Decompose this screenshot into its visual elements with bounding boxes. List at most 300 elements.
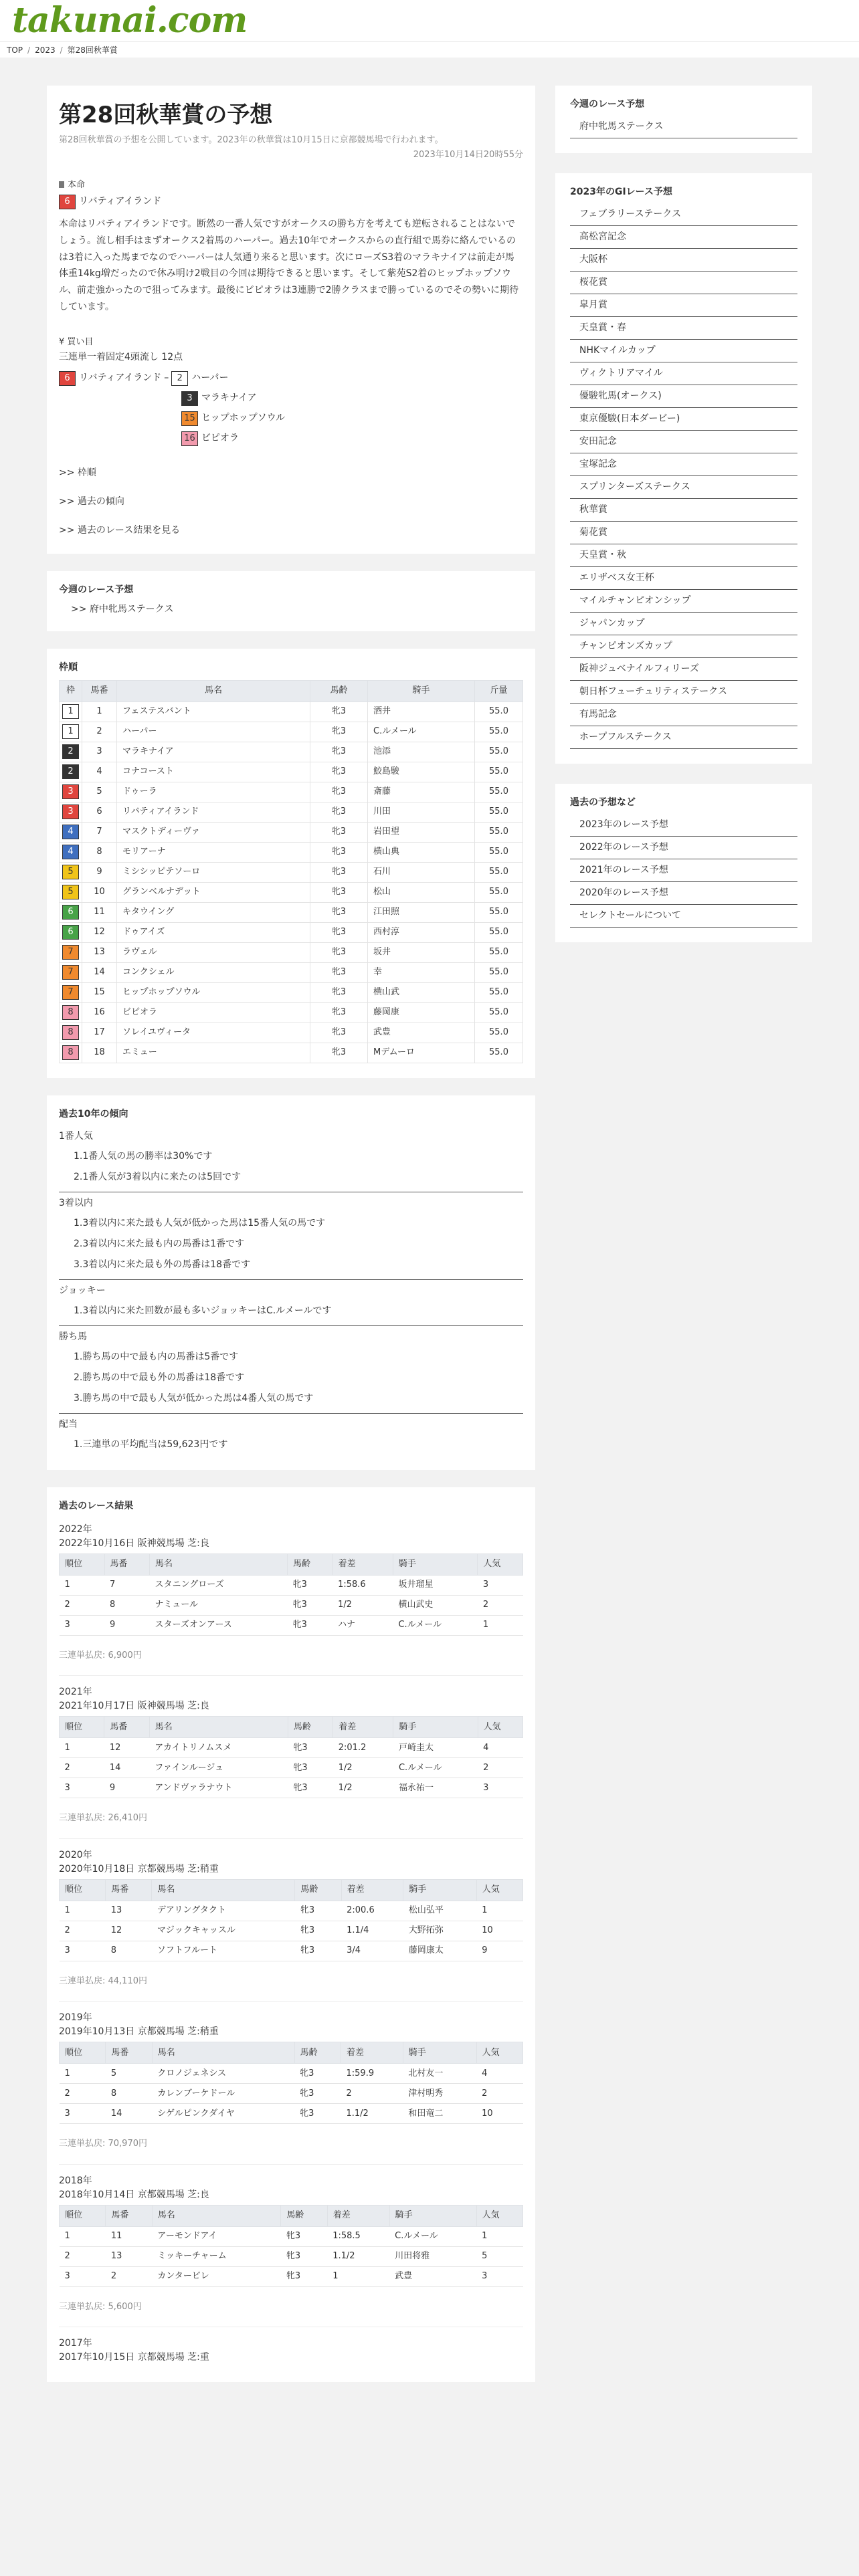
waku-cell — [60, 1043, 82, 1063]
waku-cell — [60, 922, 82, 942]
sidebar-link[interactable]: 2021年のレース予想 — [570, 859, 797, 882]
result-cell: ナミュール — [150, 1595, 288, 1615]
horse-number-cell: 5 — [82, 782, 117, 802]
horse-name-cell: リバティアイランド — [117, 802, 310, 822]
wakujun-card — [47, 649, 535, 1078]
trend-category — [59, 1415, 523, 1455]
result-cell: 2 — [60, 2246, 106, 2266]
weight-cell: 55.0 — [475, 942, 523, 962]
result-cell: 1.1/4 — [341, 1921, 403, 1941]
column-header: 人気 — [476, 2042, 522, 2064]
waku-cell — [60, 902, 82, 922]
result-cell: 和田竜二 — [403, 2104, 476, 2124]
race-info: 2017年10月15日 京都競馬場 芝:重 — [59, 2352, 209, 2363]
result-cell: 武豊 — [389, 2266, 476, 2286]
waku-badge: 2 — [62, 744, 79, 759]
table-row — [60, 1043, 523, 1063]
result-cell: 牝3 — [288, 1595, 333, 1615]
table-row — [60, 782, 523, 802]
sidebar-link[interactable]: 2023年のレース予想 — [570, 814, 797, 837]
sidebar-link[interactable]: スプリンターズステークス — [570, 476, 797, 499]
result-cell: 1 — [478, 1615, 523, 1635]
table-row — [60, 2084, 523, 2104]
column-header: 馬番 — [106, 2042, 152, 2064]
table-row — [60, 1758, 523, 1778]
result-cell: 5 — [106, 2064, 152, 2084]
breadcrumb-top[interactable]: TOP — [7, 45, 23, 55]
waku-badge: 2 — [62, 764, 79, 779]
trend-category — [59, 1127, 523, 1192]
horse-name-cell: ソレイユヴィータ — [117, 1023, 310, 1043]
jockey-cell: 横山典 — [368, 842, 475, 862]
sidebar-link[interactable]: 皐月賞 — [570, 294, 797, 317]
trend-item: 1.三連単の平均配当は59,623円です — [74, 1438, 228, 1450]
result-cell: 2 — [341, 2084, 403, 2104]
result-cell: 13 — [106, 2246, 152, 2266]
weight-cell: 55.0 — [475, 702, 523, 722]
results-card — [47, 1487, 535, 2383]
horse-age-cell: 牝3 — [310, 782, 368, 802]
waku-badge: 6 — [62, 925, 79, 940]
weight-cell: 55.0 — [475, 742, 523, 762]
result-cell: 14 — [106, 2104, 152, 2124]
result-cell: 1 — [476, 2226, 522, 2246]
table-row — [60, 1595, 523, 1615]
horse-number-cell: 1 — [82, 702, 117, 722]
column-header: 順位 — [60, 1553, 105, 1575]
horse-name-cell: エミュー — [117, 1043, 310, 1063]
jockey-cell: 松山 — [368, 882, 475, 902]
result-cell: カレンブーケドール — [152, 2084, 294, 2104]
waku-cell — [60, 802, 82, 822]
kaime-type: 三連単一着固定4頭流し 12点 — [59, 351, 183, 362]
horse-number-cell: 13 — [82, 942, 117, 962]
result-cell: 10 — [476, 1921, 522, 1941]
horse-name-cell: ドゥーラ — [117, 782, 310, 802]
waku-badge: 6 — [62, 905, 79, 920]
result-table — [59, 1553, 523, 1636]
column-header: 人気 — [478, 1717, 522, 1738]
column-header: 馬齢 — [288, 1717, 332, 1738]
result-cell: 1/2 — [333, 1778, 393, 1798]
main-column — [47, 86, 535, 2399]
result-cell: 1 — [476, 1901, 522, 1921]
kaime-horse-name: ヒップホップソウル — [201, 413, 286, 424]
waku-badge: 7 — [62, 985, 79, 1000]
result-cell: 牝3 — [288, 1615, 333, 1635]
horse-age-cell: 牝3 — [310, 822, 368, 842]
jockey-cell: 幸 — [368, 962, 475, 982]
horse-age-cell: 牝3 — [310, 882, 368, 902]
result-cell: ミッキーチャーム — [152, 2246, 281, 2266]
waku-cell — [60, 842, 82, 862]
horse-number-cell: 11 — [82, 902, 117, 922]
result-table — [59, 2205, 523, 2287]
result-cell: 7 — [104, 1575, 150, 1595]
horse-number-cell: 15 — [82, 982, 117, 1002]
breadcrumb-separator: / — [60, 45, 63, 55]
trend-item: 1.1番人気の馬の勝率は30%です — [74, 1150, 213, 1162]
waku-badge: 5 — [62, 885, 79, 899]
table-row — [60, 942, 523, 962]
sidebar-link[interactable]: 菊花賞 — [570, 522, 797, 544]
column-header: 人気 — [476, 2205, 522, 2226]
table-row — [60, 1575, 523, 1595]
horse-name-cell: ドゥアイズ — [117, 922, 310, 942]
column-header: 馬番 — [82, 680, 117, 702]
horse-age-cell: 牝3 — [310, 842, 368, 862]
trends-title: 過去10年の傾向 — [59, 1108, 128, 1119]
payout: 三連単払戻: 44,110円 — [59, 1975, 523, 2002]
race-info: 2020年10月18日 京都競馬場 芝:稍重 — [59, 1863, 219, 1874]
honmei-horse — [59, 195, 523, 209]
sidebar-link[interactable]: セレクトセールについて — [570, 905, 797, 928]
this-week-card — [47, 571, 535, 631]
horse-number-cell: 2 — [82, 722, 117, 742]
column-header: 順位 — [60, 2042, 106, 2064]
result-cell: ハナ — [332, 1615, 393, 1635]
sidebar-link[interactable]: 2020年のレース予想 — [570, 882, 797, 905]
weight-cell: 55.0 — [475, 1002, 523, 1023]
honmei-text: 本命はリバティアイランドです。断然の一番人気ですがオークスの勝ち方を考えても逆転されることはないでしょう。流し相手はまずオークス2着馬のハーパー。過去10年でオークスからの直行組で馬券に絡んでいるのは3着に入った馬までなのでハーパーは人気通り来ると思います。次にローズS3着のマラキナイアは前走が馬体重14kg増だったので休み明け2戦目の今回は期待できると思います。そして紫苑S2着のヒップホップソウル、前走強かったので狙ってみます。最後にビピオラは3連勝で2勝クラスまで勝っているのでその勢いに期待しています。 — [59, 218, 519, 313]
result-cell: 1:59.9 — [341, 2064, 403, 2084]
result-cell: 牝3 — [294, 2104, 341, 2124]
result-cell: スタニングローズ — [150, 1575, 288, 1595]
flow-connector: – — [164, 372, 169, 384]
column-header: 着差 — [333, 1717, 393, 1738]
result-cell: ソフトフルート — [152, 1941, 295, 1961]
result-cell: 松山弘平 — [403, 1901, 476, 1921]
result-cell: 津村明秀 — [403, 2084, 476, 2104]
waku-cell — [60, 782, 82, 802]
sidebar-link[interactable]: マイルチャンピオンシップ — [570, 590, 797, 613]
horse-name-cell: キタウイング — [117, 902, 310, 922]
sidebar-link[interactable]: チャンピオンズカップ — [570, 635, 797, 658]
jockey-cell: Mデムーロ — [368, 1043, 475, 1063]
result-cell: 1.1/2 — [327, 2246, 389, 2266]
result-cell: 牝3 — [288, 1778, 332, 1798]
jockey-cell: 西村淳 — [368, 922, 475, 942]
trend-category-name: ジョッキー — [59, 1285, 106, 1296]
breadcrumb-separator: / — [27, 45, 31, 55]
result-cell: 4 — [478, 1738, 522, 1758]
column-header: 馬名 — [152, 2205, 281, 2226]
jockey-cell: 藤岡康 — [368, 1002, 475, 1023]
horse-number-cell: 4 — [82, 762, 117, 782]
result-year: 2021年 — [59, 1687, 92, 1698]
sidebar-link[interactable]: ヴィクトリアマイル — [570, 362, 797, 385]
kaime-row — [59, 368, 523, 389]
result-cell: 5 — [476, 2246, 522, 2266]
jockey-cell: 江田照 — [368, 902, 475, 922]
result-cell: 1:58.5 — [327, 2226, 389, 2246]
horse-number-cell: 6 — [82, 802, 117, 822]
sidebar-link[interactable]: 有馬記念 — [570, 704, 797, 726]
sidebar-link[interactable]: NHKマイルカップ — [570, 340, 797, 362]
weight-cell: 55.0 — [475, 822, 523, 842]
horse-number-cell: 14 — [82, 962, 117, 982]
kaime-row — [59, 409, 523, 429]
column-header: 順位 — [60, 2205, 106, 2226]
result-cell: 2 — [106, 2266, 152, 2286]
trend-item: 3.3着以内に来た最も外の馬番は18番です — [74, 1259, 251, 1270]
link-past-results[interactable]: >> 過去のレース結果を見る — [59, 524, 181, 536]
horse-number-badge: 6 — [59, 195, 76, 209]
table-row — [60, 982, 523, 1002]
column-header: 騎手 — [389, 2205, 476, 2226]
sidebar-link[interactable]: フェブラリーステークス — [570, 203, 797, 226]
sidebar-link[interactable]: 優駿牝馬(オークス) — [570, 385, 797, 408]
waku-badge: 3 — [62, 804, 79, 819]
horse-number-cell: 17 — [82, 1023, 117, 1043]
sidebar-link[interactable]: 天皇賞・春 — [570, 317, 797, 340]
result-cell: 大野拓弥 — [403, 1921, 476, 1941]
sidebar-link[interactable]: 宝塚記念 — [570, 453, 797, 476]
honmei-label: 本命 — [59, 179, 523, 192]
waku-cell — [60, 862, 82, 882]
kaime-row — [59, 389, 523, 409]
result-table — [59, 1879, 523, 1961]
race-info: 2018年10月14日 京都競馬場 芝:良 — [59, 2189, 209, 2200]
result-cell: 3 — [476, 2266, 522, 2286]
waku-badge: 1 — [62, 724, 79, 739]
trend-category-name: 配当 — [59, 1418, 78, 1430]
weight-cell: 55.0 — [475, 882, 523, 902]
horse-age-cell: 牝3 — [310, 722, 368, 742]
breadcrumb-year[interactable]: 2023 — [35, 45, 56, 55]
result-cell: 藤岡康太 — [403, 1941, 476, 1961]
sidebar-link[interactable]: 高松宮記念 — [570, 226, 797, 249]
table-row — [60, 1778, 523, 1798]
table-row — [60, 1615, 523, 1635]
waku-cell — [60, 942, 82, 962]
trends-card — [47, 1095, 535, 1470]
horse-name-cell: コンクシェル — [117, 962, 310, 982]
waku-cell — [60, 822, 82, 842]
race-info: 2019年10月13日 京都競馬場 芝:稍重 — [59, 2026, 219, 2038]
result-cell: 8 — [106, 1941, 152, 1961]
horse-name-cell: グランベルナデット — [117, 882, 310, 902]
sidebar-link[interactable]: 秋華賞 — [570, 499, 797, 522]
kaime-horse-name: マラキナイア — [201, 393, 257, 404]
horse-name-cell: ハーパー — [117, 722, 310, 742]
result-cell: 牝3 — [295, 1921, 341, 1941]
result-cell: 3 — [60, 1941, 106, 1961]
link-trends[interactable]: >> 過去の傾向 — [59, 496, 124, 507]
page-title: 第28回秋華賞の予想 — [59, 102, 273, 128]
trend-item: 1.勝ち馬の中で最も内の馬番は5番です — [74, 1351, 239, 1362]
result-cell: 2 — [476, 2084, 522, 2104]
table-row — [60, 862, 523, 882]
kaime-first-name: リバティアイランド — [79, 372, 162, 384]
weight-cell: 55.0 — [475, 1043, 523, 1063]
result-cell: 牝3 — [295, 1901, 341, 1921]
horse-name-cell: ビピオラ — [117, 1002, 310, 1023]
column-header: 馬名 — [149, 1717, 288, 1738]
payout: 三連単払戻: 6,900円 — [59, 1649, 523, 1677]
jockey-cell: 岩田望 — [368, 822, 475, 842]
column-header: 騎手 — [403, 2042, 476, 2064]
sidebar-link[interactable]: ジャパンカップ — [570, 613, 797, 635]
table-row — [60, 1901, 523, 1921]
result-cell: 1.1/2 — [341, 2104, 403, 2124]
table-row — [60, 822, 523, 842]
trend-category — [59, 1194, 523, 1280]
result-cell: 2 — [60, 2084, 106, 2104]
table-row — [60, 2064, 523, 2084]
sidebar-link[interactable]: 東京優駿(日本ダービー) — [570, 408, 797, 431]
table-row — [60, 762, 523, 782]
result-cell: クロノジェネシス — [152, 2064, 294, 2084]
waku-cell — [60, 1002, 82, 1023]
waku-cell — [60, 722, 82, 742]
horse-number-cell: 9 — [82, 862, 117, 882]
result-cell: 1 — [327, 2266, 389, 2286]
table-row — [60, 962, 523, 982]
horse-age-cell: 牝3 — [310, 1002, 368, 1023]
horse-number-cell: 16 — [82, 1002, 117, 1023]
payout: 三連単払戻: 26,410円 — [59, 1812, 523, 1839]
column-header: 馬番 — [104, 1553, 150, 1575]
result-cell: 2 — [478, 1595, 523, 1615]
this-week-link[interactable]: >> 府中牝馬ステークス — [71, 603, 174, 615]
weight-cell: 55.0 — [475, 922, 523, 942]
result-cell: 8 — [106, 2084, 152, 2104]
result-cell: 12 — [106, 1921, 152, 1941]
sidebar-link[interactable]: 阪神ジュベナイルフィリーズ — [570, 658, 797, 681]
waku-badge: 8 — [62, 1005, 79, 1020]
table-row — [60, 1738, 523, 1758]
result-cell: 牝3 — [288, 1738, 332, 1758]
result-cell: 9 — [476, 1941, 522, 1961]
result-cell: 1/2 — [333, 1758, 393, 1778]
breadcrumb-current: 第28回秋華賞 — [67, 45, 118, 55]
site-logo[interactable]: takunai.com — [12, 0, 248, 41]
waku-badge: 3 — [62, 784, 79, 799]
column-header: 馬番 — [106, 1879, 152, 1901]
horse-age-cell: 牝3 — [310, 942, 368, 962]
column-header: 騎手 — [368, 680, 475, 702]
result-cell: 2:00.6 — [341, 1901, 403, 1921]
result-cell: 牝3 — [294, 2084, 341, 2104]
jockey-cell: 横山武 — [368, 982, 475, 1002]
result-cell: 福永祐一 — [393, 1778, 478, 1798]
column-header: 馬名 — [152, 2042, 294, 2064]
column-header: 馬名 — [150, 1553, 288, 1575]
waku-badge: 4 — [62, 825, 79, 839]
waku-badge: 8 — [62, 1025, 79, 1040]
kaime-horse-name: ハーパー — [191, 372, 229, 384]
sidebar-link[interactable]: ホープフルステークス — [570, 726, 797, 749]
column-header: 馬番 — [104, 1717, 149, 1738]
result-year: 2018年 — [59, 2175, 92, 2186]
kaime-horse-name: ビピオラ — [201, 433, 239, 444]
weight-cell: 55.0 — [475, 962, 523, 982]
side-past — [555, 784, 812, 942]
result-cell: 1:58.6 — [332, 1575, 393, 1595]
money-icon: ¥ — [59, 337, 68, 348]
result-cell: 2 — [478, 1758, 522, 1778]
result-cell: 2 — [60, 1595, 105, 1615]
result-cell: 9 — [104, 1778, 149, 1798]
sidebar-link[interactable]: 安田記念 — [570, 431, 797, 453]
horse-number-cell: 18 — [82, 1043, 117, 1063]
weight-cell: 55.0 — [475, 762, 523, 782]
horse-age-cell: 牝3 — [310, 902, 368, 922]
column-header: 斤量 — [475, 680, 523, 702]
sidebar-link[interactable]: 天皇賞・秋 — [570, 544, 797, 567]
table-row — [60, 842, 523, 862]
result-cell: 11 — [106, 2226, 152, 2246]
column-header: 馬齢 — [295, 1879, 341, 1901]
table-row — [60, 1921, 523, 1941]
trend-item: 2.1番人気が3着以内に来たのは5回です — [74, 1171, 242, 1182]
column-header: 着差 — [332, 1553, 393, 1575]
prediction-card — [47, 86, 535, 554]
result-cell: C.ルメール — [393, 1615, 477, 1635]
column-header: 馬齢 — [294, 2042, 341, 2064]
trend-item: 1.3着以内に来た最も人気が低かった馬は15番人気の馬です — [74, 1217, 326, 1228]
result-cell: 4 — [476, 2064, 522, 2084]
sidebar-link[interactable]: 大阪杯 — [570, 249, 797, 272]
link-wakujun[interactable]: >> 枠順 — [59, 467, 96, 478]
jockey-cell: 川田 — [368, 802, 475, 822]
result-cell: C.ルメール — [389, 2226, 476, 2246]
trend-category-name: 勝ち馬 — [59, 1331, 87, 1342]
sidebar-link[interactable]: 朝日杯フューチュリティステークス — [570, 681, 797, 704]
result-cell: 戸崎圭太 — [393, 1738, 478, 1758]
result-cell: 13 — [106, 1901, 152, 1921]
horse-name-cell: モリアーナ — [117, 842, 310, 862]
waku-cell — [60, 882, 82, 902]
result-cell: 牝3 — [281, 2266, 327, 2286]
sidebar-link[interactable]: エリザベス女王杯 — [570, 567, 797, 590]
horse-age-cell: 牝3 — [310, 802, 368, 822]
column-header: 馬名 — [117, 680, 310, 702]
result-year: 2017年 — [59, 2338, 92, 2349]
result-cell: 1 — [60, 2226, 106, 2246]
sidebar-link[interactable]: 2022年のレース予想 — [570, 837, 797, 859]
column-header: 馬齢 — [288, 1553, 333, 1575]
result-year: 2020年 — [59, 1849, 92, 1860]
waku-cell — [60, 962, 82, 982]
table-row — [60, 702, 523, 722]
results-title: 過去のレース結果 — [59, 1500, 134, 1511]
waku-badge: 1 — [62, 704, 79, 719]
table-row — [60, 722, 523, 742]
result-cell: 牝3 — [294, 2064, 341, 2084]
horse-age-cell: 牝3 — [310, 862, 368, 882]
this-week-title: 今週のレース予想 — [59, 584, 134, 595]
horse-age-cell: 牝3 — [310, 762, 368, 782]
race-info: 2022年10月16日 阪神競馬場 芝:良 — [59, 1537, 209, 1549]
sidebar-link[interactable]: 府中牝馬ステークス — [570, 116, 797, 138]
column-header: 馬齢 — [310, 680, 368, 702]
waku-badge: 4 — [62, 845, 79, 859]
sidebar-link[interactable]: 桜花賞 — [570, 272, 797, 294]
column-header: 順位 — [60, 1879, 106, 1901]
column-header: 着差 — [327, 2205, 389, 2226]
result-cell: 1/2 — [332, 1595, 393, 1615]
trend-category-name: 1番人気 — [59, 1130, 93, 1142]
result-cell: 1 — [60, 1738, 104, 1758]
jockey-cell: 石川 — [368, 862, 475, 882]
column-header: 人気 — [476, 1879, 522, 1901]
weight-cell: 55.0 — [475, 1023, 523, 1043]
result-cell: 3 — [478, 1778, 522, 1798]
table-row — [60, 1002, 523, 1023]
result-cell: 8 — [104, 1595, 150, 1615]
